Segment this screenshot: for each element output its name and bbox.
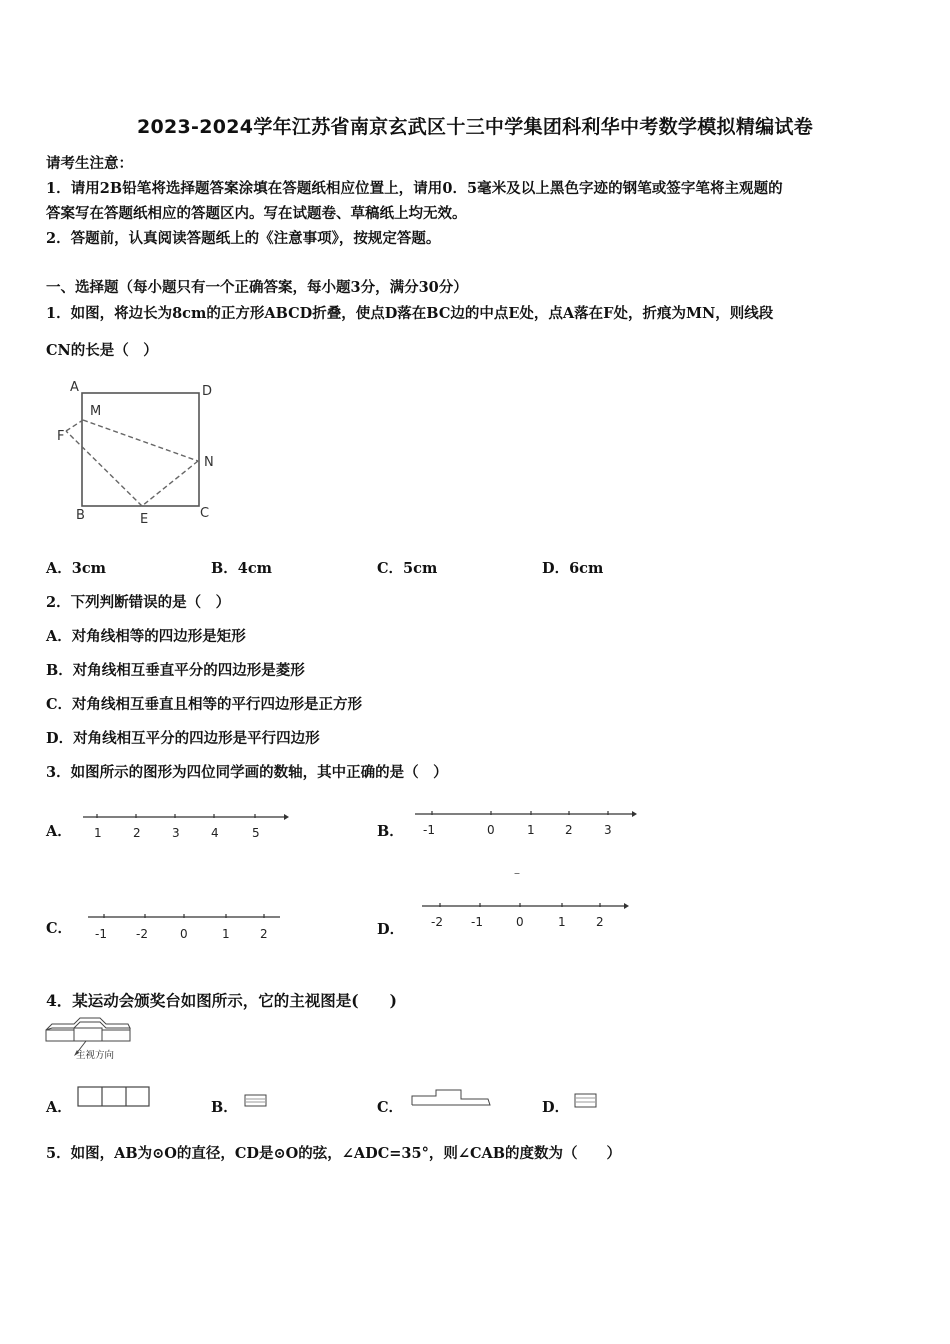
axis-d-tick: -2: [431, 915, 443, 929]
axis-d-tick: 1: [558, 915, 566, 929]
axis-d-tick: 2: [596, 915, 604, 929]
q4-text: 4．某运动会颁奖台如图所示，它的主视图是( ): [46, 991, 397, 1010]
label-b: B: [76, 508, 85, 523]
axis-b-tick: 1: [527, 823, 535, 837]
q2-text: 2．下列判断错误的是（ ）: [46, 594, 231, 611]
stray-mark: –: [514, 866, 520, 880]
q4-option-b-label[interactable]: B．: [211, 1099, 238, 1116]
axis-c-tick: 2: [260, 927, 268, 941]
axis-b-tick: 2: [565, 823, 573, 837]
axis-a-tick: 1: [94, 826, 102, 840]
q3-text: 3．如图所示的图形为四位同学画的数轴，其中正确的是（ ）: [46, 764, 448, 781]
q1-square-figure: [52, 375, 232, 530]
q3-option-c-label[interactable]: C．: [46, 920, 73, 937]
q2-option-a[interactable]: A．对角线相等的四边形是矩形: [46, 628, 246, 645]
axis-c-tick: 0: [180, 927, 188, 941]
label-f: F: [57, 429, 65, 444]
q2-option-d[interactable]: D．对角线相互平分的四边形是平行四边形: [46, 730, 320, 747]
q4-option-a-figure[interactable]: [77, 1086, 151, 1108]
q4-option-a-label[interactable]: A．: [46, 1099, 72, 1116]
dashed-ne: [142, 461, 198, 506]
q4-option-d-label[interactable]: D．: [542, 1099, 570, 1116]
axis-a-tick: 5: [252, 826, 260, 840]
page-title: 2023-2024学年江苏省南京玄武区十三中学集团科利华中考数学模拟精编试卷: [136, 116, 814, 138]
axis-b-tick: -1: [423, 823, 435, 837]
notice-heading: 请考生注意：: [46, 155, 133, 172]
axis-b-tick: 0: [487, 823, 495, 837]
q3-axis-c: [86, 908, 286, 943]
axis-b-tick: 3: [604, 823, 612, 837]
fold-line-mn: [83, 420, 198, 461]
q3-axis-b: [412, 805, 642, 840]
notice-line-1a: 1．请用2B铅笔将选择题答案涂填在答题纸相应位置上，请用0．5毫米及以上黑色字迹的钢笔或签字笔将主观题的: [46, 180, 783, 197]
section-heading: 一、选择题（每小题只有一个正确答案，每小题3分，满分30分）: [46, 279, 468, 296]
q1-option-d[interactable]: D．6cm: [542, 560, 604, 577]
q2-option-b[interactable]: B．对角线相互垂直平分的四边形是菱形: [46, 662, 305, 679]
q1-option-a[interactable]: A．3cm: [46, 560, 107, 577]
notice-line-1b: 答案写在答题纸相应的答题区内。写在试题卷、草稿纸上均无效。: [46, 205, 467, 222]
dashed-fm: [66, 420, 83, 431]
q4-option-c-label[interactable]: C．: [377, 1099, 404, 1116]
axis-c-tick: -2: [136, 927, 148, 941]
label-d: D: [202, 384, 213, 399]
q3-option-d-label[interactable]: D．: [377, 921, 405, 938]
q3-option-a-label[interactable]: A．: [46, 823, 72, 840]
notice-line-2: 2．答题前，认真阅读答题纸上的《注意事项》，按规定答题。: [46, 230, 441, 247]
axis-d-tick: -1: [471, 915, 483, 929]
axis-a-tick: 3: [172, 826, 180, 840]
q1-text-line2: CN的长是（ ）: [46, 342, 158, 359]
q4-option-d-figure[interactable]: [574, 1093, 598, 1109]
label-a: A: [70, 380, 79, 395]
q3-axis-a: [80, 808, 290, 843]
axis-a-tick: 4: [211, 826, 219, 840]
axis-c-tick: -1: [95, 927, 107, 941]
podium-caption: 主视方向: [76, 1050, 115, 1061]
q1-option-c[interactable]: C．5cm: [377, 560, 438, 577]
axis-c-tick: 1: [222, 927, 230, 941]
q4-option-c-figure[interactable]: [411, 1089, 493, 1109]
label-m: M: [90, 404, 102, 419]
label-n: N: [204, 455, 214, 470]
label-e: E: [140, 512, 149, 527]
axis-d-tick: 0: [516, 915, 524, 929]
q5-text: 5．如图，AB为⊙O的直径，CD是⊙O的弦，∠ADC=35°，则∠CAB的度数为（ ）: [46, 1145, 622, 1162]
q4-option-b-figure[interactable]: [244, 1094, 268, 1108]
q3-option-b-label[interactable]: B．: [377, 823, 404, 840]
q1-text-line1: 1．如图，将边长为8cm的正方形ABCD折叠，使点D落在BC边的中点E处，点A落在F处，折痕为MN，则线段: [46, 305, 774, 322]
q4-podium-figure: [44, 1018, 144, 1063]
axis-a-tick: 2: [133, 826, 141, 840]
dashed-ef: [66, 431, 142, 506]
q1-option-b[interactable]: B．4cm: [211, 560, 273, 577]
q3-axis-d: [420, 897, 635, 932]
q2-option-c[interactable]: C．对角线相互垂直且相等的平行四边形是正方形: [46, 696, 363, 713]
label-c: C: [200, 506, 210, 521]
